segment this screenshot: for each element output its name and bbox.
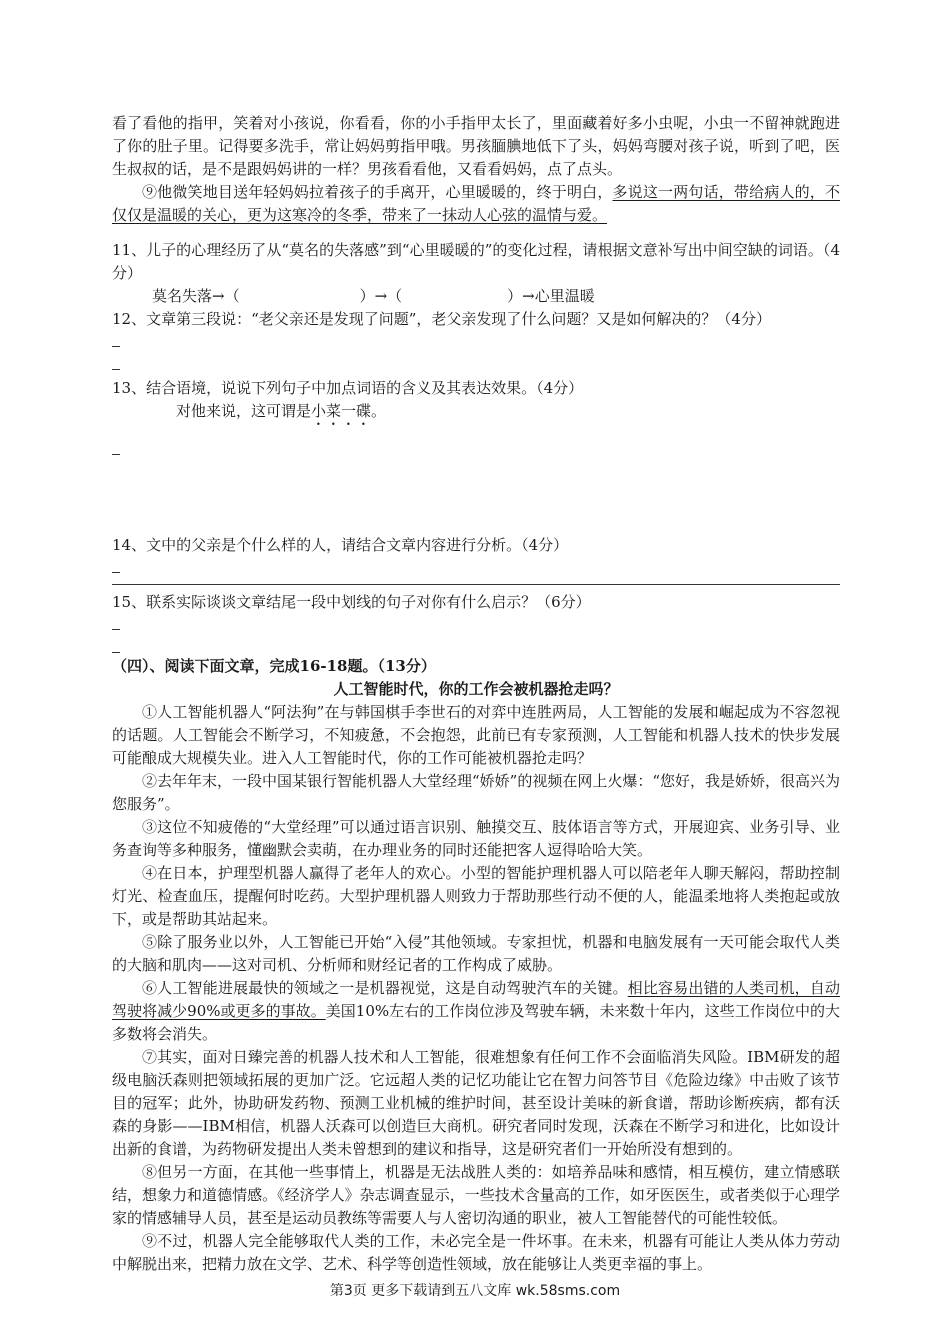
answer-line[interactable] <box>112 557 840 580</box>
question-15: 15、联系实际谈谈文章结尾一段中划线的句子对你有什么启示？（6分） <box>112 593 591 611</box>
story-p9-underlined: 多说这一两句话，带给病人的，不仅仅是温暖的关心，更为这寒冷的冬季，带来了一抹动人心弦的温情与爱。 <box>112 183 840 224</box>
article-paragraph-1: ①人工智能机器人“阿法狗”在与韩国棋手李世石的对弈中连胜两局，人工智能的发展和崛起成为不容忽视的话题。人工智能会不断学习，不知疲惫，不会抱怨，此前已有专家预测，人工智能和机器人技术的快步发展可能酿成大规模失业。进入人工智能时代，你的工作可能被机器抢走吗？ <box>112 703 840 767</box>
quote-lead: 对他来说，这可谓是 <box>176 402 312 420</box>
article-paragraph-2: ②去年年末，一段中国某银行智能机器人大堂经理“娇娇”的视频在网上火爆：“您好，我是娇娇，很高兴为您服务”。 <box>112 772 841 813</box>
section-4-heading: （四）、阅读下面文章，完成16-18题。（13分） <box>112 657 436 675</box>
story-paragraph-9 <box>112 181 840 227</box>
article-paragraph-3: ③这位不知疲倦的“大堂经理”可以通过语言识别、触摸交互、肢体语言等方式，开展迎宾、业务引导、业务查询等多种服务，懂幽默会卖萌，在办理业务的同时还能把客人逗得哈哈大笑。 <box>112 818 840 859</box>
question-14: 14、文中的父亲是个什么样的人，请结合文章内容进行分析。（4分） <box>112 536 569 554</box>
story-paragraph-continued: 看了看他的指甲，笑着对小孩说，你看看，你的小手指甲太长了，里面藏着好多小虫呢，小虫一不留神就跑进了你的肚子里。记得要多洗手，常让妈妈剪指甲哦。男孩腼腆地低下了头，妈妈弯腰对孩子说，听到了吧，医生叔叔的话，是不是跟妈妈讲的一样？男孩看看他，又看看妈妈，点了点头。 <box>112 114 840 178</box>
article-paragraph-4: ④在日本，护理型机器人赢得了老年人的欢心。小型的智能护理机器人可以陪老年人聊天解闷，帮助控制灯光、检查血压，提醒何时吃药。大型护理机器人则致力于帮助那些行动不便的人，能温柔地将人类抱起或放下，或是帮助其站起来。 <box>112 864 840 928</box>
article-paragraph-7: ⑦其实，面对日臻完善的机器人技术和人工智能，很难想象有任何工作不会面临消失风险。IBM研发的超级电脑沃森则把领域拓展的更加广泛。它远超人类的记忆功能让它在智力问答节目《危险边缘》中击败了该节目的冠军；此外，协助研发药物、预测工业机械的维护时间，甚至设计美味的新食谱，帮助诊断疾病，都有沃森的身影——IBM相信，机器人沃森可以创造巨大商机。研究者同时发现，沃森在不断学习和进化，比如设计出新的食谱，为药物研发提出人类未曾想到的建议和指导，这是研究者们一开始所没有想到的。 <box>112 1048 840 1158</box>
divider-line <box>112 584 840 585</box>
answer-line[interactable] <box>112 439 840 462</box>
page-footer[interactable]: 第3页 更多下载请到五八文库 wk.58sms.com <box>329 1283 621 1299</box>
quote-end: 。 <box>371 402 387 420</box>
answer-line[interactable] <box>112 331 840 354</box>
p6-end: 美国10%左右的工作岗位涉及驾驶车辆，未来数十年内，这些工作岗位中的大多数将会消失。 <box>112 1002 841 1043</box>
dotted-phrase: 小菜一碟 <box>311 402 372 420</box>
article-title: 人工智能时代，你的工作会被机器抢走吗？ <box>333 680 619 698</box>
spacer <box>112 462 840 534</box>
page-body <box>112 112 840 1276</box>
article-paragraph-8: ⑧但另一方面，在其他一些事情上，机器是无法战胜人类的：如培养品味和感情，相互模仿，建立情感联结，想象力和道德情感。《经济学人》杂志调查显示，一些技术含量高的工作，如牙医医生，或者类似于心理学家的情感辅导人员，甚至是运动员教练等需要人与人密切沟通的职业，被人工智能替代的可能性较低。 <box>112 1163 840 1227</box>
question-11: 11、儿子的心理经历了从“莫名的失落感”到“心里暖暖的”的变化过程，请根据文意补写出中间空缺的词语。（4分） <box>112 241 840 282</box>
p6-lead: ⑥人工智能进展最快的领域之一是机器视觉，这是自动驾驶汽车的关键。 <box>142 979 628 997</box>
spacer <box>112 227 840 239</box>
p6-underlined: 相比容易出错的人类司机，自动驾驶将减少90%或更多的事故。 <box>112 979 840 1020</box>
question-11-fill-blanks[interactable]: 莫名失落→（ ）→（ ）→心里温暖 <box>152 287 595 305</box>
question-13: 13、结合语境，说说下列句子中加点词语的含义及其表达效果。（4分） <box>112 379 584 397</box>
answer-line[interactable] <box>112 637 840 655</box>
question-12: 12、文章第三段说：“老父亲还是发现了问题”，老父亲发现了什么问题？又是如何解决的？（4分） <box>112 310 771 328</box>
article-paragraph-6 <box>112 977 840 1046</box>
story-p9-lead: ⑨他微笑地目送年轻妈妈拉着孩子的手离开，心里暖暖的，终于明白， <box>142 183 613 201</box>
question-13-quote <box>176 400 840 429</box>
article-paragraph-9: ⑨不过，机器人完全能够取代人类的工作，未必完全是一件坏事。在未来，机器有可能让人类从体力劳动中解脱出来，把精力放在文学、艺术、科学等创造性领域，放在能够让人类更幸福的事上。 <box>112 1232 840 1273</box>
answer-line[interactable] <box>112 354 840 377</box>
answer-line[interactable] <box>112 614 840 637</box>
article-paragraph-5: ⑤除了服务业以外，人工智能已开始“入侵”其他领域。专家担忧，机器和电脑发展有一天可能会取代人类的大脑和肌肉——这对司机、分析师和财经记者的工作构成了威胁。 <box>112 933 840 974</box>
